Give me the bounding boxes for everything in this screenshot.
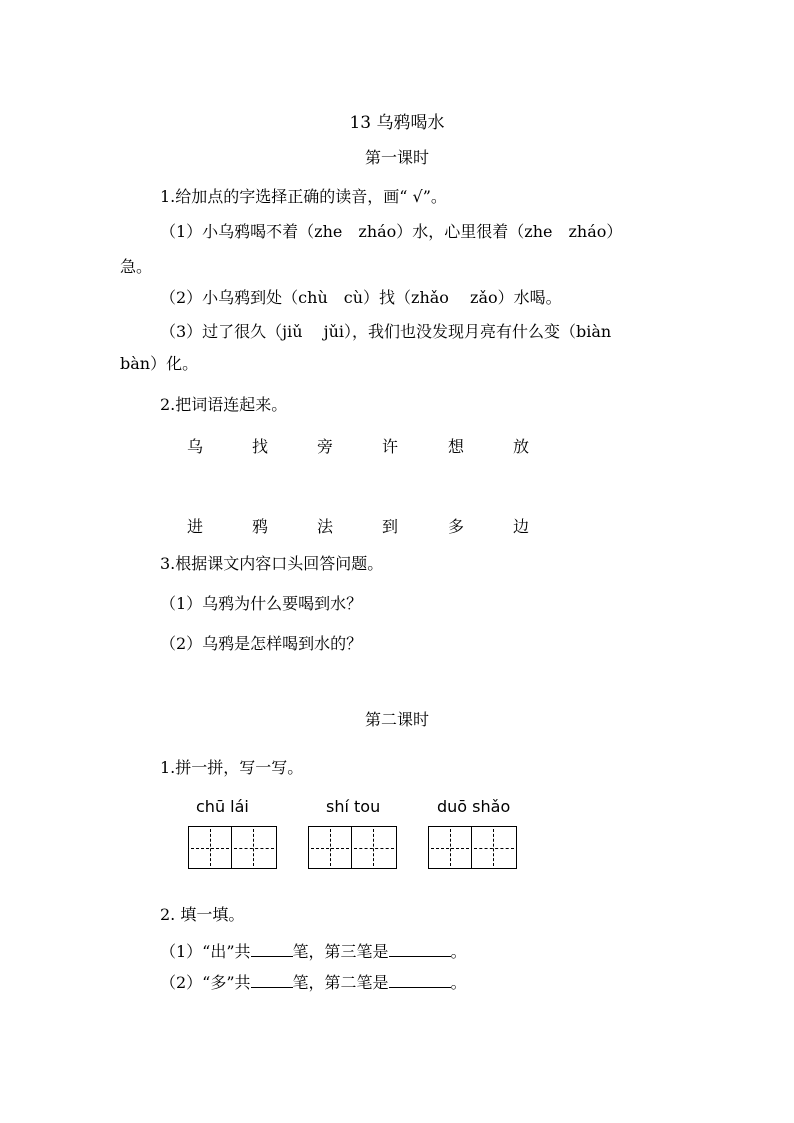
match-bottom-char[interactable]: 进 [186, 517, 203, 536]
item1-text-a: （1）“出”共 [160, 942, 251, 961]
lesson1-q1-item1-line1: （1）小乌鸦喝不着（zhe zháo）水，心里很着（zhe zháo） [160, 222, 623, 241]
match-top-char[interactable]: 想 [447, 437, 464, 456]
lesson1-q3-item2: （2）乌鸦是怎样喝到水的？ [160, 634, 363, 653]
writing-grid-shi-tou [308, 826, 397, 869]
match-bottom-char[interactable]: 到 [381, 517, 398, 536]
lesson2-heading: 第二课时 [364, 710, 429, 729]
writing-cell[interactable] [188, 826, 232, 869]
writing-grid-duo-shao [428, 826, 517, 869]
writing-cell[interactable] [428, 826, 472, 869]
pinyin-chu-lai: chū lái [196, 797, 249, 816]
lesson1-q2-prompt: 2.把词语连起来。 [160, 395, 288, 414]
stroke-count-blank[interactable] [251, 971, 293, 988]
lesson2-q2-item2 [160, 971, 467, 993]
page-title: 13 乌鸦喝水 [349, 113, 445, 133]
writing-cell[interactable] [308, 826, 352, 869]
item1-text-b: 笔，第三笔是 [292, 942, 389, 961]
lesson2-q2-item1 [160, 940, 467, 962]
match-top-char[interactable]: 找 [251, 437, 268, 456]
lesson1-q1-item3-line1: （3）过了很久（jiǔ jǔi），我们也没发现月亮有什么变（biàn [160, 322, 612, 341]
match-bottom-char[interactable]: 鸦 [251, 517, 268, 536]
third-stroke-blank[interactable] [389, 940, 451, 957]
match-top-char[interactable]: 旁 [316, 437, 333, 456]
writing-cell[interactable] [472, 826, 517, 869]
lesson1-q3-item1: （1）乌鸦为什么要喝到水？ [160, 594, 363, 613]
lesson1-q1-prompt: 1.给加点的字选择正确的读音，画“ √”。 [160, 187, 447, 206]
lesson1-q1-item1-line2: 急。 [120, 257, 153, 276]
item1-text-c: 。 [450, 942, 467, 961]
lesson1-q1-item3-line2: bàn）化。 [120, 354, 199, 373]
second-stroke-blank[interactable] [389, 971, 451, 988]
pinyin-duo-shao: duō shǎo [437, 797, 511, 816]
item2-text-c: 。 [450, 973, 467, 992]
lesson1-q1-item2: （2）小乌鸦到处（chù cù）找（zhǎo zǎo）水喝。 [160, 288, 562, 307]
writing-cell[interactable] [232, 826, 277, 869]
lesson2-q2-prompt: 2. 填一填。 [160, 905, 245, 924]
match-bottom-char[interactable]: 边 [512, 517, 529, 536]
match-bottom-row [0, 514, 794, 534]
lesson1-heading: 第一课时 [364, 148, 429, 167]
match-top-char[interactable]: 放 [512, 437, 529, 456]
match-top-char[interactable]: 乌 [186, 437, 203, 456]
item2-text-a: （2）“多”共 [160, 973, 251, 992]
match-top-char[interactable]: 许 [381, 437, 398, 456]
match-top-row [0, 434, 794, 454]
lesson1-q3-prompt: 3.根据课文内容口头回答问题。 [160, 554, 384, 573]
item2-text-b: 笔，第二笔是 [292, 973, 389, 992]
writing-cell[interactable] [352, 826, 397, 869]
match-bottom-char[interactable]: 多 [447, 517, 464, 536]
stroke-count-blank[interactable] [251, 940, 293, 957]
writing-grid-chu-lai [188, 826, 277, 869]
match-bottom-char[interactable]: 法 [316, 517, 333, 536]
lesson2-q1-prompt: 1.拼一拼，写一写。 [160, 758, 304, 777]
pinyin-shi-tou: shí tou [326, 797, 381, 816]
